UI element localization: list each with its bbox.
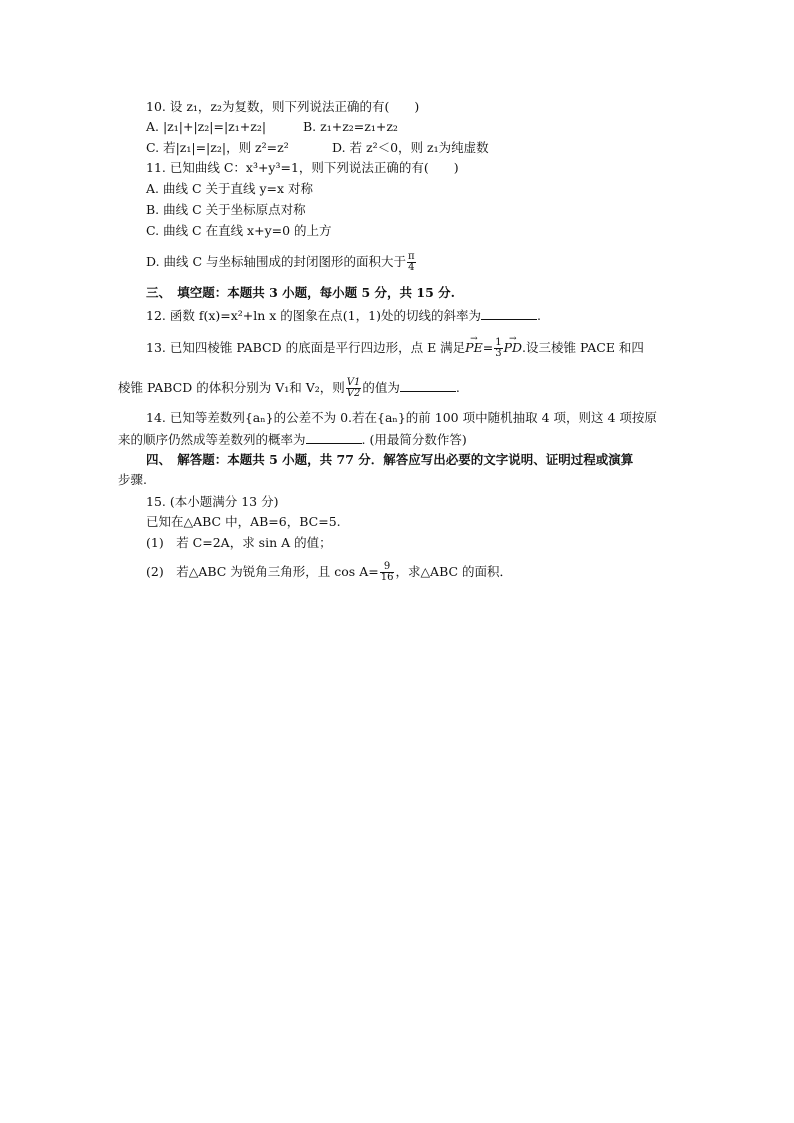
section-4-heading-cont: 步骤. [118, 472, 147, 487]
q13-stem-c: 棱锥 PABCD 的体积分别为 V₁和 V₂，则 [118, 380, 345, 395]
q12-answer-blank [481, 307, 537, 320]
q13-end: . [455, 380, 460, 395]
q10-option-c: C. 若|z₁|=|z₂|，则 z²=z² [146, 140, 289, 155]
q11-option-d-text: D. 曲线 C 与坐标轴围成的封闭图形的面积大于 [146, 254, 407, 269]
q14-line-1: 14. 已知等差数列{aₙ}的公差不为 0.若在{aₙ}的前 100 项中随机抽取 4 项，则这 4 项按原 [146, 410, 657, 425]
v1-over-v2-fraction [346, 378, 362, 399]
q14-answer-blank [306, 431, 362, 444]
q15-part-2 [146, 562, 512, 583]
q11-option-a: A. 曲线 C 关于直线 y=x 对称 [146, 181, 314, 196]
section-4-heading: 四、 解答题：本题共 5 小题，共 77 分．解答应写出必要的文字说明、证明过程或演算 [146, 452, 634, 467]
fraction-numerator: π [408, 251, 415, 262]
q13-stem-b: .设三棱锥 PACE 和四 [522, 340, 644, 355]
q15-header: 15. (本小题满分 13 分) [146, 494, 279, 509]
q12-stem: 12. 函数 f(x)=x²+ln x 的图象在点(1，1)处的切线的斜率为 [146, 308, 481, 323]
pi-over-4-fraction [407, 252, 416, 273]
q10-option-a: A. |z₁|+|z₂|=|z₁+z₂| [146, 119, 267, 134]
section-3-heading: 三、 填空题：本题共 3 小题，每小题 5 分，共 15 分. [146, 285, 456, 300]
q11-option-b: B. 曲线 C 关于坐标原点对称 [146, 202, 306, 217]
q13-line-2 [118, 378, 460, 399]
q13-equals: = [482, 340, 494, 355]
q14-line-2 [118, 431, 467, 448]
nine-sixteenths-fraction [380, 562, 395, 583]
q14-stem: 来的顺序仍然成等差数列的概率为 [118, 432, 306, 447]
q12-text [146, 307, 541, 324]
q10-stem: 10. 设 z₁，z₂为复数，则下列说法正确的有( ) [146, 99, 420, 114]
fraction-denominator: 3 [495, 348, 502, 359]
q11-option-c: C. 曲线 C 在直线 x+y=0 的上方 [146, 223, 332, 238]
q11-stem: 11. 已知曲线 C：x³+y³=1，则下列说法正确的有( ) [146, 160, 459, 175]
fraction-numerator: V1 [346, 377, 361, 388]
q13-answer-blank [400, 379, 456, 392]
q15-part-2-a: (2) 若△ABC 为锐角三角形，且 cos A= [146, 564, 379, 579]
q13-line-1 [146, 338, 644, 359]
fraction-denominator: 4 [408, 262, 415, 273]
one-third-fraction [494, 338, 502, 359]
fraction-numerator: 9 [380, 562, 395, 573]
fraction-denominator: 16 [380, 572, 394, 583]
q15-given: 已知在△ABC 中，AB=6，BC=5. [146, 514, 341, 529]
q13-stem-a: 13. 已知四棱锥 PABCD 的底面是平行四边形，点 E 满足 [146, 340, 466, 355]
q14-note: . (用最简分数作答) [361, 432, 467, 447]
q10-option-b: B. z₁+z₂=z₁+z₂ [303, 119, 398, 134]
q13-stem-d: 的值为 [362, 380, 400, 395]
q12-end: . [536, 308, 541, 323]
q15-part-1: (1) 若 C=2A，求 sin A 的值； [146, 535, 332, 550]
vector-pe: → PE [465, 340, 483, 356]
fraction-denominator: V2 [346, 388, 361, 399]
vector-pd: → PD [504, 340, 522, 356]
fraction-numerator: 1 [495, 337, 502, 348]
q11-option-d [146, 252, 417, 273]
q15-part-2-b: ，求△ABC 的面积． [395, 564, 513, 579]
q10-option-d: D. 若 z²＜0，则 z₁为纯虚数 [332, 140, 489, 155]
